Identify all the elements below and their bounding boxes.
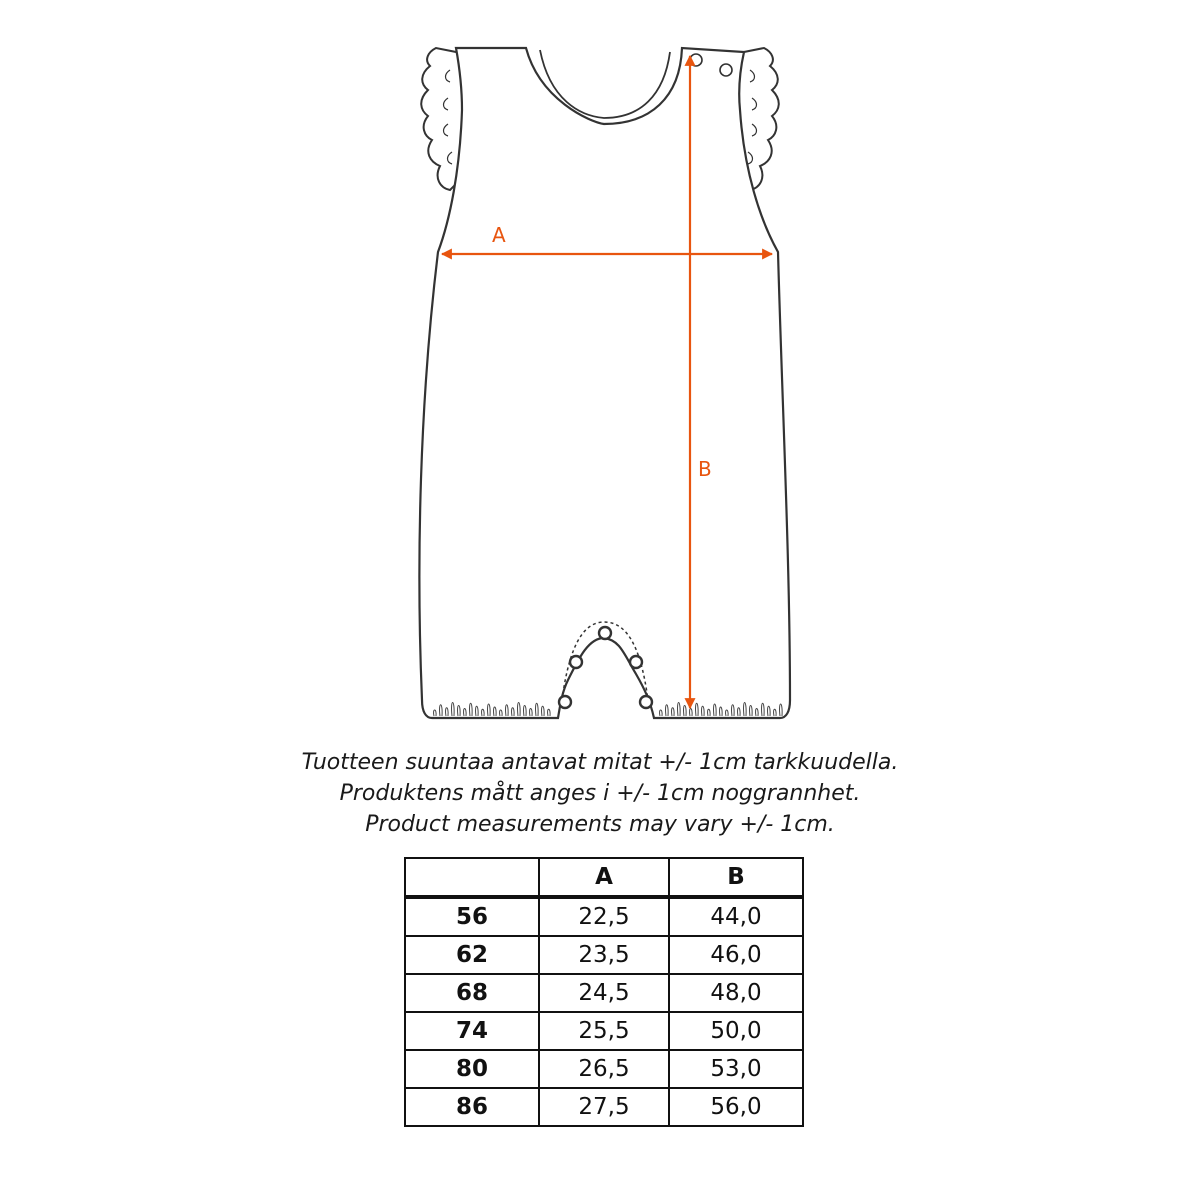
table-header-row: [405, 858, 803, 897]
value-a-cell: 24,5: [539, 974, 669, 1012]
value-a-cell: 26,5: [539, 1050, 669, 1088]
value-a-cell: 25,5: [539, 1012, 669, 1050]
size-cell: 68: [405, 974, 539, 1012]
table-row: [405, 1050, 803, 1088]
measurement-a-label: A: [492, 223, 506, 247]
value-b-cell: 48,0: [669, 974, 803, 1012]
table-row: [405, 897, 803, 936]
right-ruffle-gathers: [748, 70, 757, 164]
value-b-cell: 46,0: [669, 936, 803, 974]
value-b-cell: 44,0: [669, 897, 803, 936]
crotch-snap-2: [570, 656, 582, 668]
value-b-cell: 53,0: [669, 1050, 803, 1088]
size-cell: 80: [405, 1050, 539, 1088]
table-row: [405, 1088, 803, 1126]
table-row: [405, 974, 803, 1012]
value-a-cell: 27,5: [539, 1088, 669, 1126]
crotch-snap-1: [599, 627, 611, 639]
size-table: [404, 857, 804, 1127]
crotch-snap-3: [630, 656, 642, 668]
crotch-snap-4: [559, 696, 571, 708]
size-cell: 86: [405, 1088, 539, 1126]
value-a-cell: 23,5: [539, 936, 669, 974]
size-cell: 56: [405, 897, 539, 936]
crotch-snap-5: [640, 696, 652, 708]
size-cell: 62: [405, 936, 539, 974]
value-b-cell: 56,0: [669, 1088, 803, 1126]
note-swedish: Produktens mått anges i +/- 1cm noggrannhet.: [339, 781, 861, 806]
table-header-b: B: [669, 858, 803, 897]
note-english: Product measurements may vary +/- 1cm.: [365, 812, 835, 837]
value-b-cell: 50,0: [669, 1012, 803, 1050]
size-cell: 74: [405, 1012, 539, 1050]
table-header-corner: [405, 858, 539, 897]
table-row: [405, 936, 803, 974]
romper-body-outline: [419, 48, 790, 718]
measurement-b-label: B: [698, 457, 712, 481]
shoulder-snap-2: [720, 64, 732, 76]
left-ruffle-gathers: [444, 70, 453, 164]
note-finnish: Tuotteen suuntaa antavat mitat +/- 1cm tarkkuudella.: [301, 750, 899, 775]
value-a-cell: 22,5: [539, 897, 669, 936]
table-row: [405, 1012, 803, 1050]
table-header-a: A: [539, 858, 669, 897]
shoulder-snap-1: [690, 54, 702, 66]
